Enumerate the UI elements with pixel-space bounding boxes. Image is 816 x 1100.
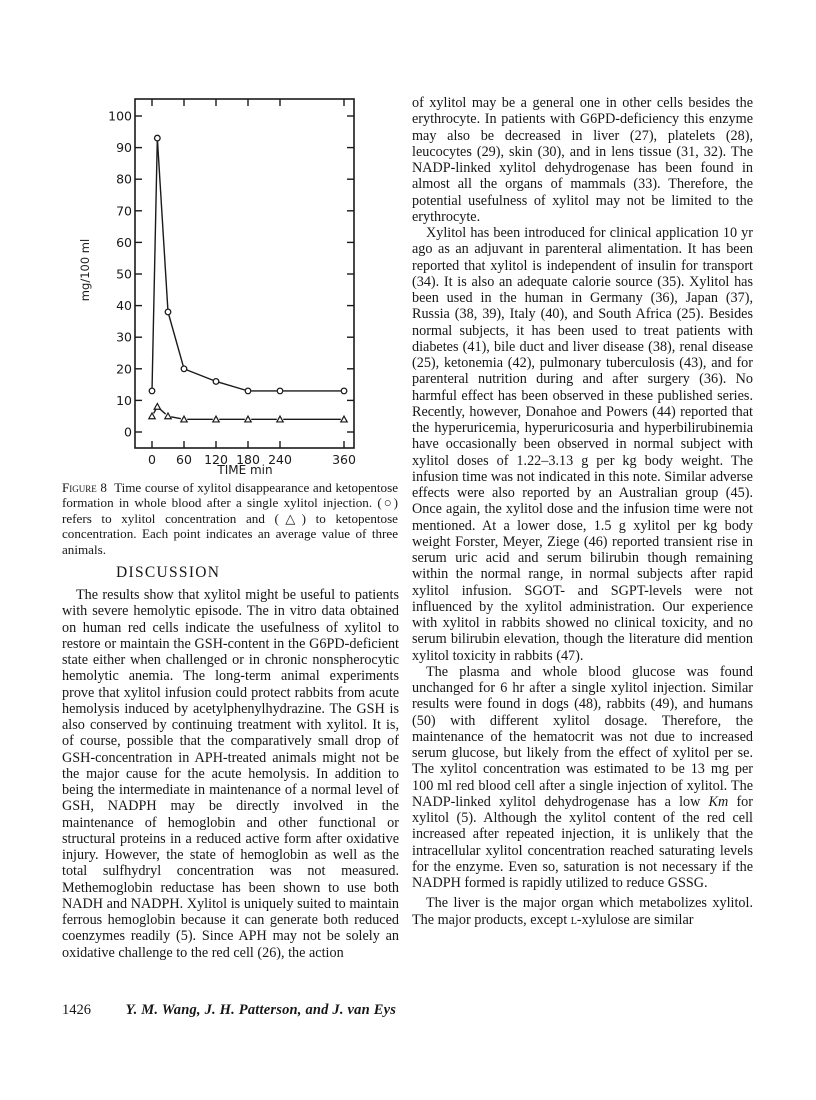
series-line-segment [169, 315, 183, 366]
xylitol-time-course-chart [62, 60, 399, 480]
chart-axes [135, 99, 354, 448]
x-axis-label: TIME min [217, 463, 273, 477]
data-point-triangle [245, 416, 251, 422]
page-footer [62, 1002, 762, 1019]
y-tick-label: 20 [116, 361, 132, 377]
paragraph-3-text-b: for xylitol (5). Although the xylitol content of the red cell increased after repeated injection, it is unlikely that the intracellular xylitol concentration reached saturating levels for the enzyme. Even so, saturation is not necessary if the NADPH formed is rapidly utilized to reduce GSSG. [412, 793, 753, 891]
data-point-circle [213, 379, 219, 385]
discussion-paragraph-2: Xylitol has been introduced for clinical application 10 yr ago as an adjuvant in parenteral alimentation. It has been reported that xylitol is independent of insulin for transport (34). It is also an adequate calorie source (35). Xylitol has been used in the human in Germany (36), Japan (37), Russia (38, 39), Italy (40), and South Africa (25). Besides normal subjects, it has been used to treat patients with diabetes (41), bile duct and liver disease (38), renal disease (25), ketonemia (42), pulmonary tuberculosis (43), and for parenteral nutrition during and after surgery (36). No harmful effect has been observed in these published series. Recently, however, Donahoe and Powers (44) reported that the hyperuricemia, hyperuricosuria and hyperbilirubinemia have occasionally been observed in normal subject with xylitol doses of 1.22–3.13 g per kg body weight. The infusion time was not indicated in this note. Similar adverse effects were also reported by an Australian group (45). Once again, the xylitol dose and the infusion time were not mentioned. At a lower dose, 1.5 g xylitol per kg body weight Forster, Meyer, Ziege (46) reported transient rise in serum uric acid and serum bilirubin though remaining within the normal range, in normal subjects after rapid xylitol infusion. SGOT- and SGPT-levels were not influenced by the xylitol administration. Our experience with xylitol in rabbits showed no clinical toxicity, and no serum bilirubin elevation, though the literature did mention xylitol toxicity in rabbits (47). [412, 225, 753, 664]
data-point-circle [277, 388, 283, 394]
data-point-triangle [154, 404, 160, 410]
data-point-triangle [277, 416, 283, 422]
series-line-segment [152, 141, 157, 387]
plot-frame [135, 99, 354, 448]
data-point-triangle [341, 416, 347, 422]
right-column-body [412, 95, 753, 928]
series-ketopentose [149, 404, 347, 422]
data-point-triangle [181, 416, 187, 422]
running-authors: Y. M. Wang, J. H. Patterson, and J. van Eys [125, 1002, 397, 1018]
y-tick-label: 60 [116, 234, 132, 250]
chart-series [149, 135, 347, 422]
y-tick-label: 50 [116, 266, 132, 282]
figure-label: Figure 8 [62, 480, 107, 495]
series-line-segment [171, 417, 181, 419]
y-tick-label: 10 [116, 392, 132, 408]
data-point-triangle [213, 416, 219, 422]
series-line-segment [158, 141, 168, 308]
paragraph-4-text-a: The liver is the major organ which metabolizes xylitol. The major products, except [412, 895, 753, 928]
section-heading-discussion: DISCUSSION [116, 564, 221, 581]
data-point-circle [181, 366, 187, 372]
data-point-circle [341, 388, 347, 394]
figure-8 [62, 60, 399, 480]
km-symbol: Km [708, 793, 729, 810]
x-tick-label: 360 [332, 452, 356, 467]
data-point-circle [149, 388, 155, 394]
discussion-paragraph-1-continued: of xylitol may be a general one in other cells besides the erythrocyte. In patients with G6PD-deficiency this enzyme may also be decreased in liver (27), platelets (28), leucocytes (29), skin (30), and in lens tissue (31, 32). The NADP-linked xylitol dehydrogenase has been found in almost all the organs of mammals (33). Therefore, the potential usefulness of xylitol may not be limited to the erythrocyte. [412, 95, 753, 225]
y-tick-label: 70 [116, 203, 132, 219]
discussion-paragraph-3 [412, 664, 753, 892]
y-tick-label: 40 [116, 298, 132, 314]
discussion-paragraph-1: The results show that xylitol might be useful to patients with severe hemolytic episode. The in vitro data obtained on human red cells indicate the usefulness of xylitol to restore or maintain the GSH-content in the G6PD-deficient state either when challenged or in chronic nonspherocytic hemolytic anemia. The long-term animal experiments prove that xylitol infusion could protect rabbits from acute hemolysis induced by acetylphenylhydrazine. The GSH is also conserved by continuing treatment with xylitol. It is, of course, possible that the comparatively small drop of GSH-concentration in APH-treated animals might not be the major cause for the acute hemolysis. In addition to being the intermediate in maintenance of a normal level of GSH, NADPH may be directly involved in the maintenance of hemoglobin and other functional or structural proteins in a reduced active form after oxidative injury. However, the state of hemoglobin as well as the total sulfhydryl concentration was not measured. Methemoglobin reductase has been shown to use both NADH and NADPH. Xylitol is uniquely suited to maintain ferrous hemoglobin because it can generate both reduced coenzymes readily (5). Since APH may not be solely an oxidative challenge to the red cell (26), the action [62, 587, 399, 961]
figure-caption [62, 480, 398, 557]
paragraph-4-text-b: -xylulose are similar [576, 911, 694, 928]
data-point-triangle [149, 413, 155, 419]
paragraph-3-text-a: The plasma and whole blood glucose was found unchanged for 6 hr after a single xylitol injection. Similar results were found in dogs (48), rabbits (49), and humans (50) with different xylitol dosage. Therefore, the maintenance of the hematocrit was not due to increased serum glucose, but likely from the effect of xylitol per se. The xylitol concentration was estimated to be 13 mg per 100 ml red blood cell after a single injection of xylitol. The NADP-linked xylitol dehydrogenase has a low [412, 663, 753, 810]
data-point-circle [155, 135, 161, 141]
y-tick-label: 30 [116, 329, 132, 345]
y-tick-label: 100 [108, 108, 132, 124]
x-tick-label: 120 [204, 452, 228, 467]
x-tick-label: 240 [268, 452, 292, 467]
x-tick-label: 180 [236, 452, 260, 467]
l-prefix: l [570, 911, 577, 928]
left-column-body [62, 587, 399, 961]
series-line-segment [187, 370, 213, 380]
x-tick-label: 0 [148, 452, 156, 467]
y-tick-label: 80 [116, 171, 132, 187]
series-line-segment [219, 382, 245, 390]
x-tick-label: 60 [176, 452, 192, 467]
chart-ticks [108, 99, 356, 467]
data-point-circle [165, 309, 171, 315]
y-tick-label: 90 [116, 140, 132, 156]
y-tick-label: 0 [124, 424, 132, 440]
data-point-circle [245, 388, 251, 394]
series-line-segment [154, 410, 156, 414]
caption-text: Time course of xylitol disappearance and ketopentose formation in whole blood after a single xylitol injection. (○) refers to xylitol concentration and (△) to ketopentose concentration. Each point indicates an average value of three animals. [62, 480, 399, 557]
discussion-paragraph-4 [412, 895, 753, 928]
page-number: 1426 [62, 1002, 91, 1018]
series-xylitol [149, 135, 347, 393]
y-axis-label: mg/100 ml [78, 238, 92, 302]
